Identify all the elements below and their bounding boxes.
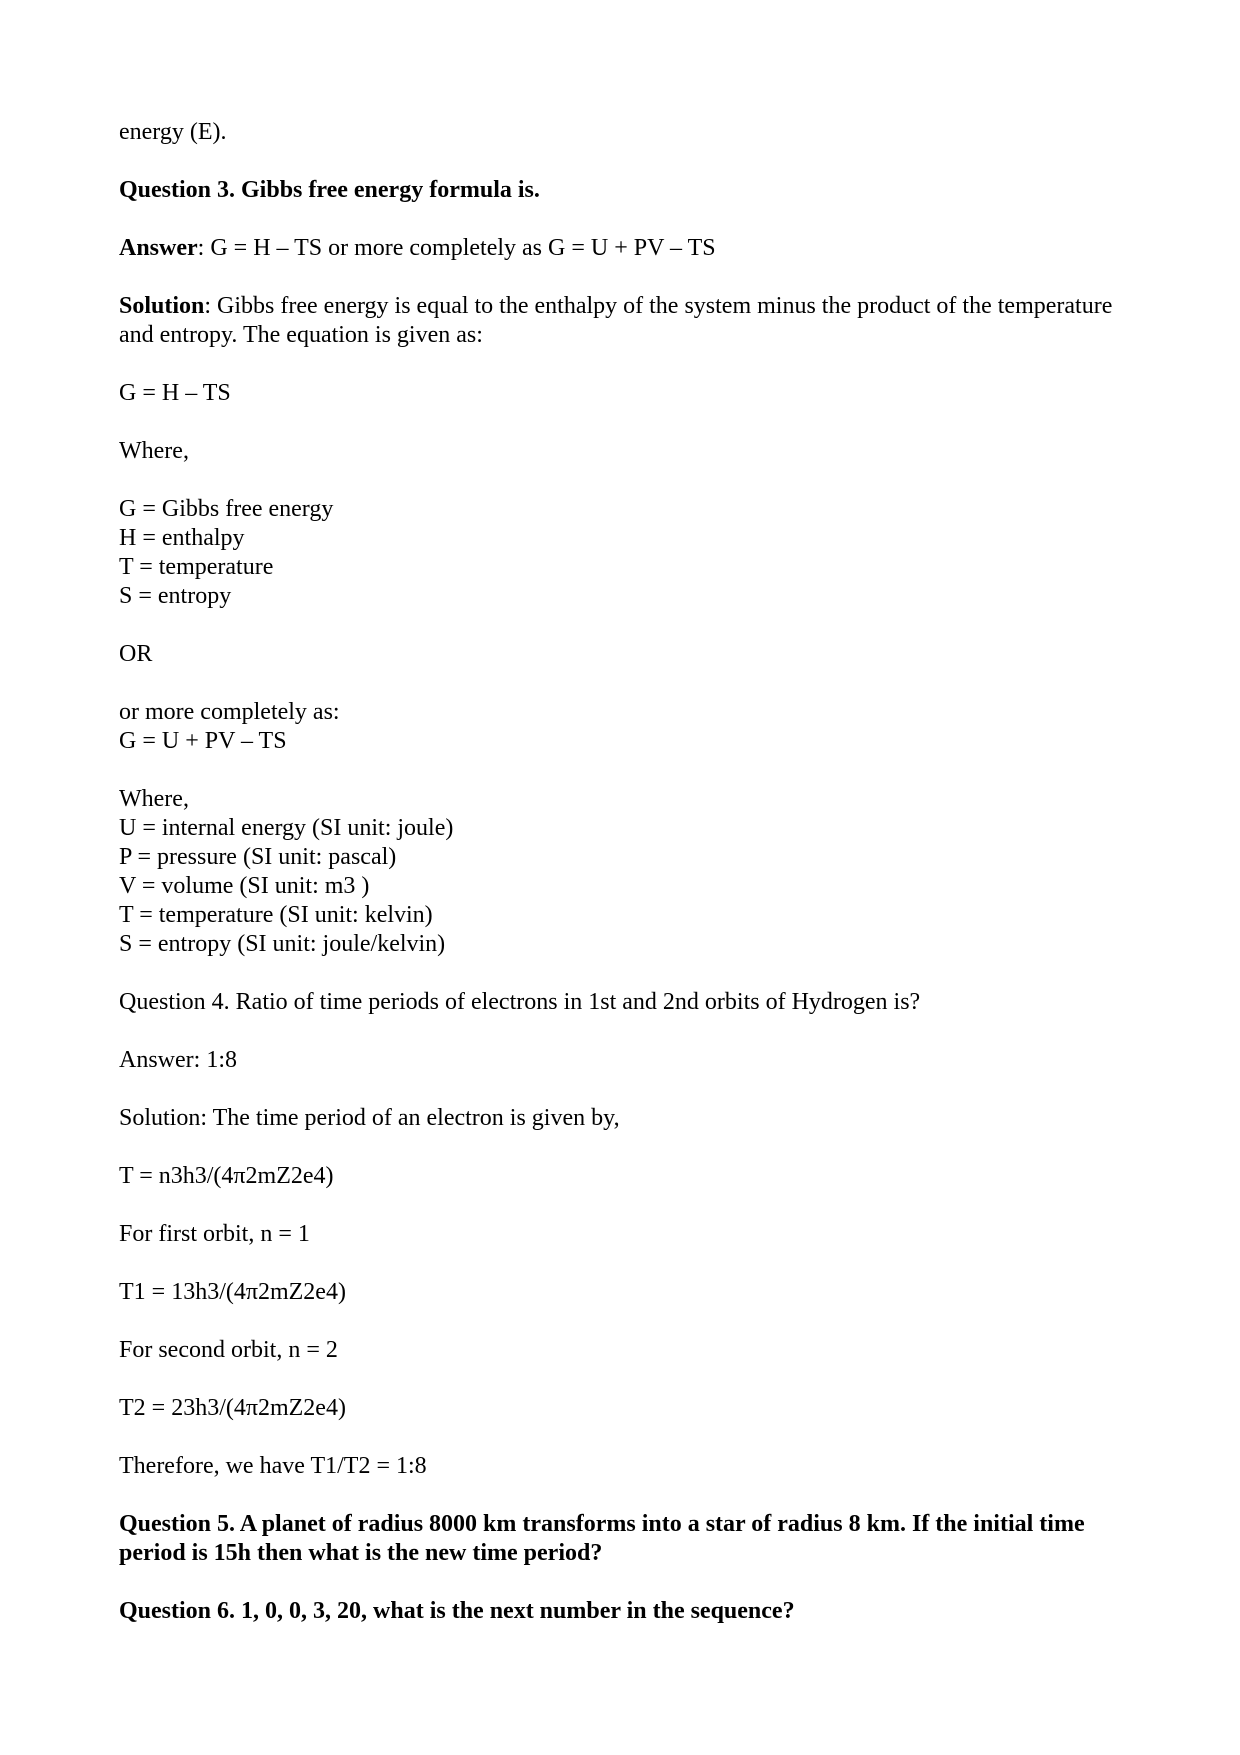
solution-text: : Gibbs free energy is equal to the enthalpy of the system minus the product of the temperature and entropy. The equation is given as: xyxy=(119,293,1113,348)
t2-formula: T2 = 23h3/(4π2mZ2e4) xyxy=(119,1395,346,1421)
time-period-formula: T = n3h3/(4π2mZ2e4) xyxy=(119,1163,334,1189)
solution-label: Solution xyxy=(119,293,205,319)
where-label: Where, xyxy=(119,438,189,464)
definition-item: S = entropy xyxy=(119,583,232,609)
si-definition-item: V = volume (SI unit: m3 ) xyxy=(119,873,370,899)
definition-item: T = temperature xyxy=(119,554,274,580)
question-3-text: Question 3. Gibbs free energy formula is. xyxy=(119,177,540,203)
si-definition-item: S = entropy (SI unit: joule/kelvin) xyxy=(119,931,446,957)
question-3-solution xyxy=(119,292,1119,350)
question-4-solution: Solution: The time period of an electron is given by, xyxy=(119,1105,620,1131)
question-3-answer xyxy=(119,234,1119,263)
question-5-heading xyxy=(119,1510,1119,1568)
si-definitions-list xyxy=(119,785,1119,959)
t1-formula: T1 = 13h3/(4π2mZ2e4) xyxy=(119,1279,346,1305)
question-4-answer: Answer: 1:8 xyxy=(119,1047,237,1073)
definition-item: H = enthalpy xyxy=(119,525,245,551)
definition-item: G = Gibbs free energy xyxy=(119,496,334,522)
second-orbit-line: For second orbit, n = 2 xyxy=(119,1337,338,1363)
question-3-heading xyxy=(119,176,1119,205)
complete-equation: G = U + PV – TS xyxy=(119,728,287,754)
more-completely-label: or more completely as: xyxy=(119,699,340,725)
first-orbit-line: For first orbit, n = 1 xyxy=(119,1221,310,1247)
si-definition-item: P = pressure (SI unit: pascal) xyxy=(119,844,397,870)
question-6-heading xyxy=(119,1597,1119,1626)
gibbs-equation: G = H – TS xyxy=(119,380,231,406)
definitions-list xyxy=(119,495,1119,611)
where-label-2: Where, xyxy=(119,786,189,812)
question-5-text: Question 5. A planet of radius 8000 km transforms into a star of radius 8 km. If the initial time period is 15h then what is the new time period? xyxy=(119,1511,1085,1566)
question-6-text: Question 6. 1, 0, 0, 3, 20, what is the next number in the sequence? xyxy=(119,1598,795,1624)
document-page xyxy=(119,118,1119,1655)
therefore-line: Therefore, we have T1/T2 = 1:8 xyxy=(119,1453,427,1479)
si-definition-item: T = temperature (SI unit: kelvin) xyxy=(119,902,433,928)
answer-label: Answer xyxy=(119,235,198,261)
question-4-heading: Question 4. Ratio of time periods of electrons in 1st and 2nd orbits of Hydrogen is? xyxy=(119,989,921,1015)
answer-text: : G = H – TS or more completely as G = U + PV – TS xyxy=(197,235,716,261)
complete-equation-block xyxy=(119,698,1119,756)
intro-line: energy (E). xyxy=(119,119,227,145)
si-definition-item: U = internal energy (SI unit: joule) xyxy=(119,815,454,841)
or-separator: OR xyxy=(119,641,153,667)
